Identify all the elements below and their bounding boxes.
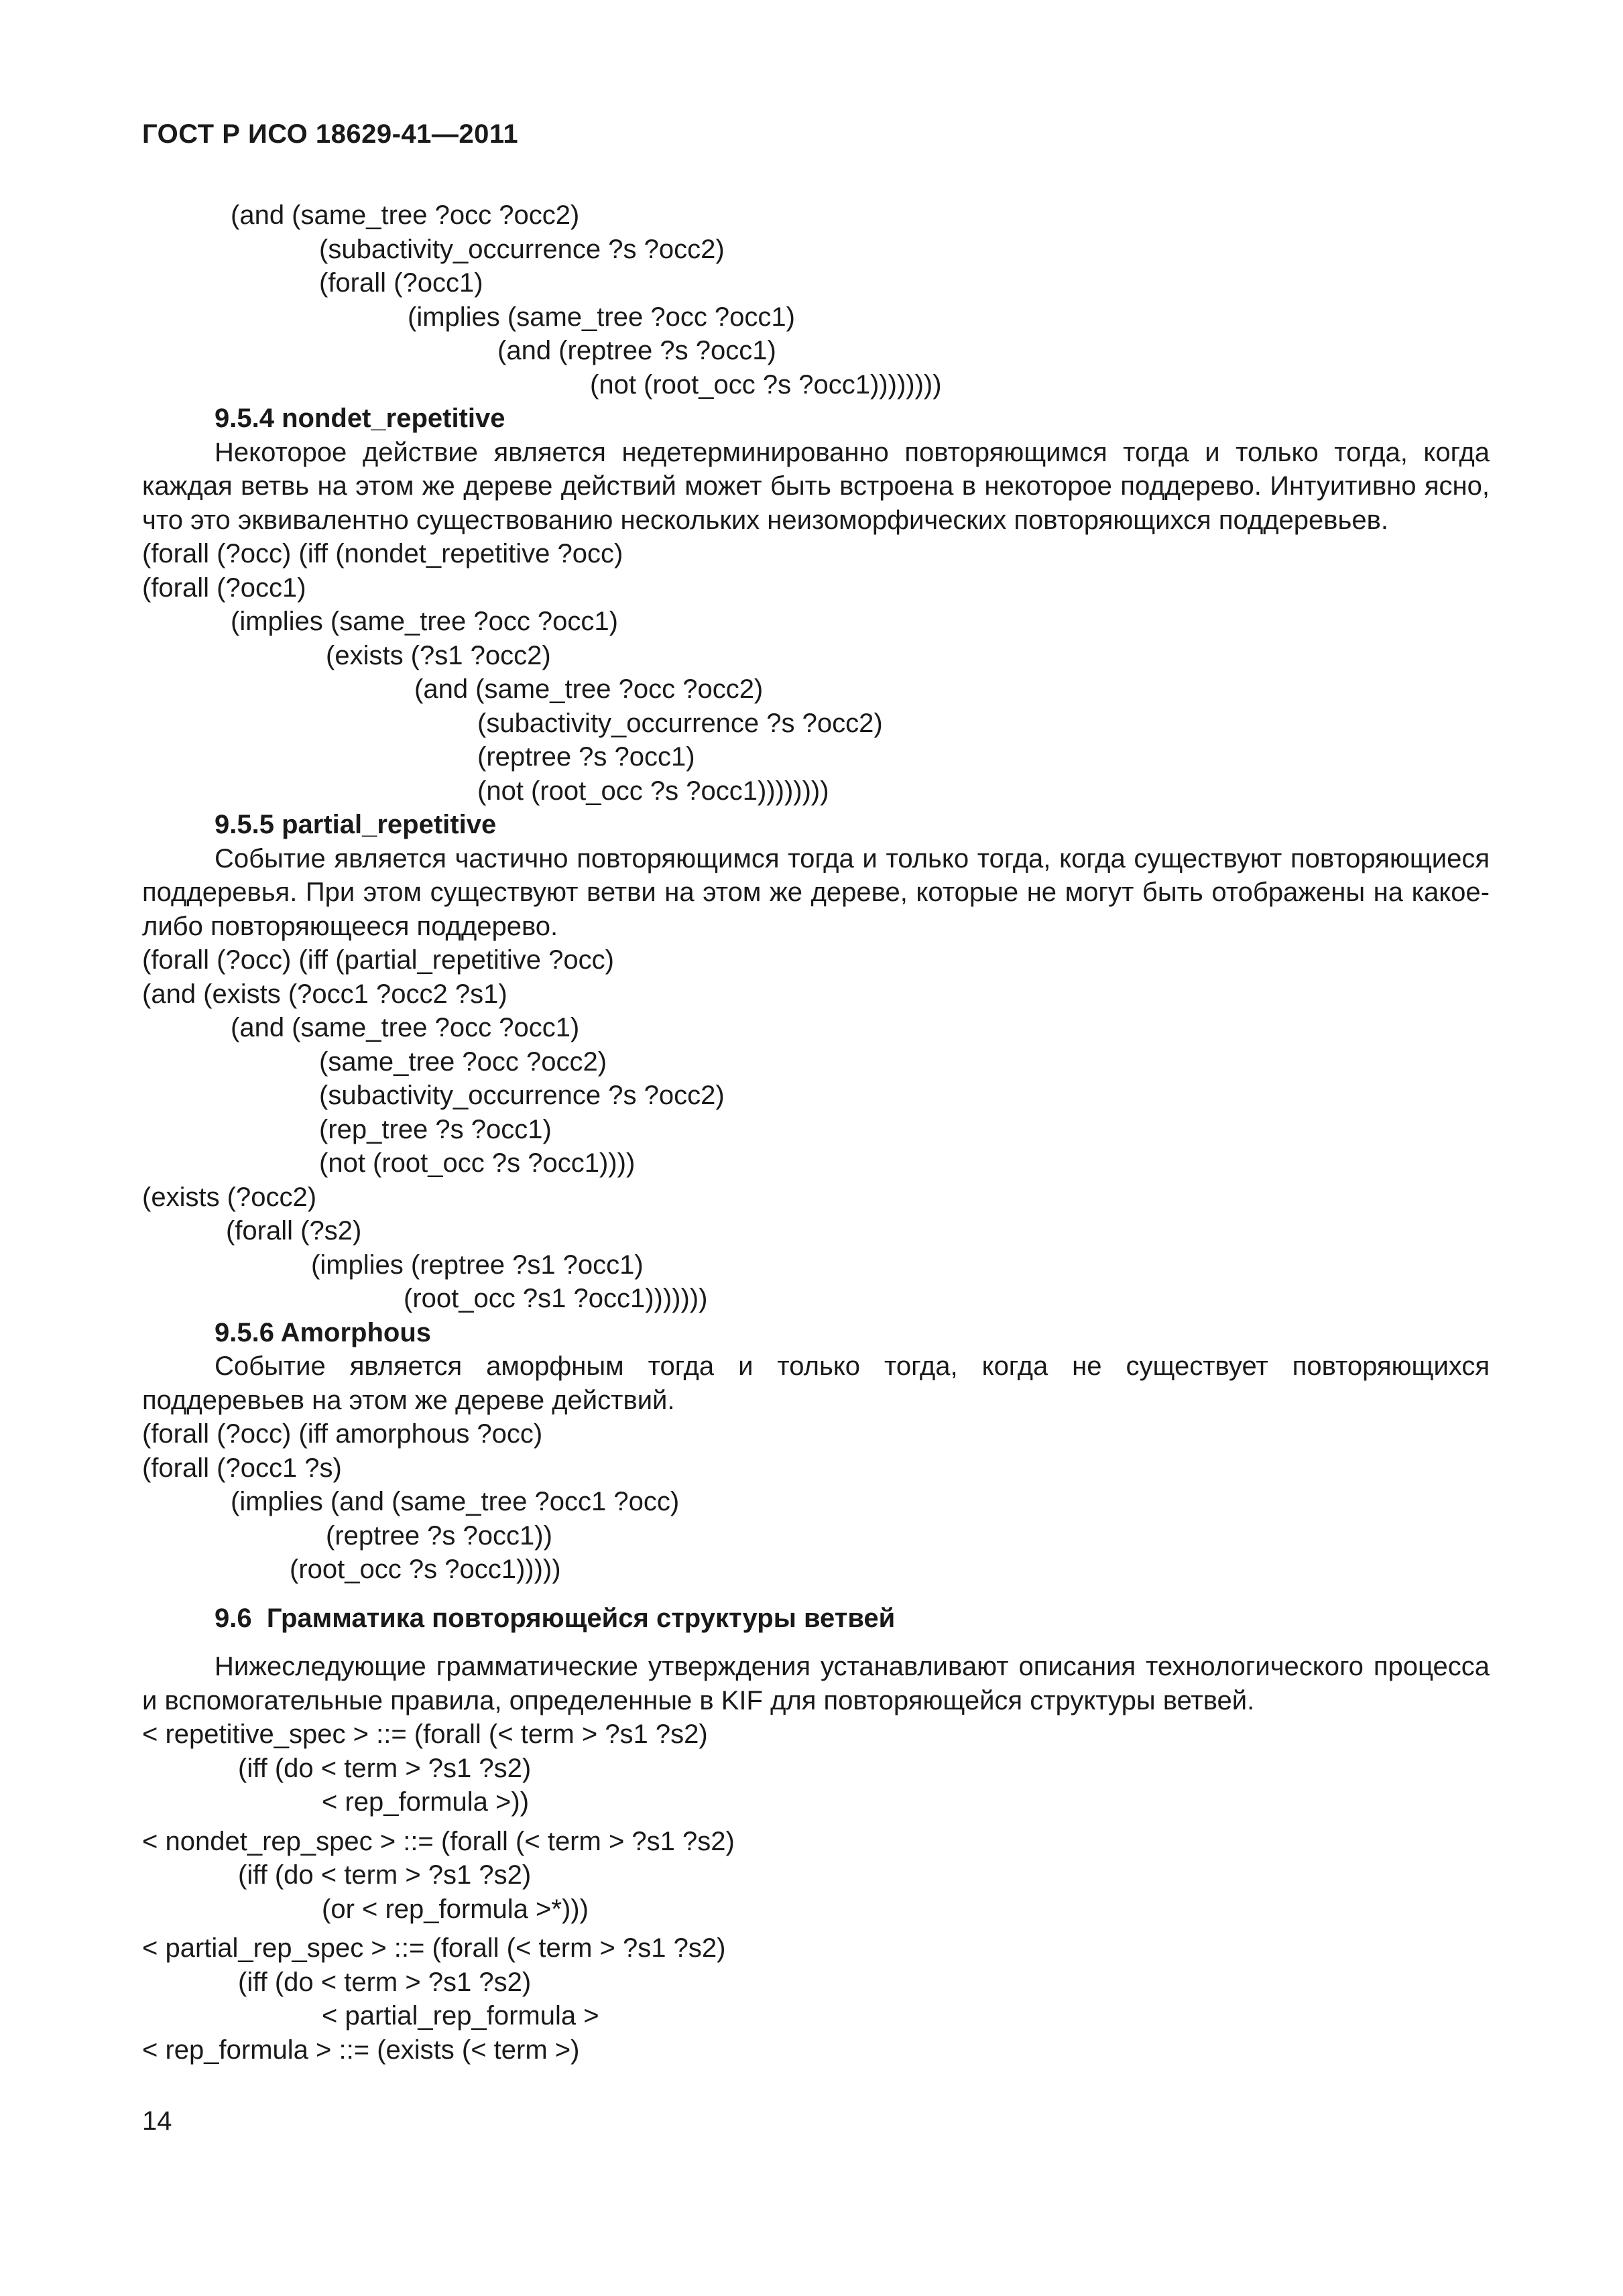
subsection-heading: 9.5.5 partial_repetitive xyxy=(215,810,497,839)
code-line: (root_occ ?s ?occ1))))) xyxy=(290,1555,561,1584)
subsection-heading: 9.5.4 nondet_repetitive xyxy=(215,404,505,433)
code-line: (implies (and (same_tree ?occ1 ?occ) xyxy=(231,1487,680,1516)
code-line: (root_occ ?s1 ?occ1))))))) xyxy=(404,1284,708,1313)
code-line: (exists (?occ2) xyxy=(142,1182,317,1212)
page-number: 14 xyxy=(142,2106,172,2136)
paragraph: Нижеследующие грамматические утверждения устанавливают описания технологического процесса и вспомогательные правила, определенные в KIF для повторяющейся структуры ветвей. xyxy=(142,1652,1490,1715)
code-line: (and (same_tree ?occ ?occ2) xyxy=(231,200,580,230)
code-line: (forall (?s2) xyxy=(226,1216,362,1246)
code-line: (implies (same_tree ?occ ?occ1) xyxy=(231,607,618,636)
code-line: (reptree ?s ?occ1) xyxy=(477,742,695,772)
subsection-heading: 9.5.6 Amorphous xyxy=(215,1317,432,1347)
code-line: < rep_formula > ::= (exists (< term >) xyxy=(142,2035,580,2065)
code-line: < rep_formula >)) xyxy=(322,1787,530,1817)
document-header: ГОСТ Р ИСО 18629-41—2011 xyxy=(142,119,519,149)
code-line: (iff (do < term > ?s1 ?s2) xyxy=(238,1967,532,1997)
code-line: (and (reptree ?s ?occ1) xyxy=(497,336,776,365)
paragraph: Событие является аморфным тогда и только тогда, когда не существует повторяющихся поддеревьев на этом же дереве действий. xyxy=(142,1351,1490,1415)
code-line: (subactivity_occurrence ?s ?occ2) xyxy=(319,1081,725,1110)
code-line: (not (root_occ ?s ?occ1)))))))) xyxy=(590,369,942,400)
section-heading: 9.6 Грамматика повторяющейся структуры ветвей xyxy=(215,1603,896,1633)
code-line: (reptree ?s ?occ1)) xyxy=(326,1520,552,1551)
code-line: (forall (?occ) (iff (nondet_repetitive ?occ) xyxy=(142,539,623,568)
code-line: < partial_rep_formula > xyxy=(322,2001,599,2031)
code-line: (implies (reptree ?s1 ?occ1) xyxy=(311,1250,644,1280)
code-line: (implies (same_tree ?occ ?occ1) xyxy=(408,302,795,332)
code-line: (and (same_tree ?occ ?occ1) xyxy=(231,1013,580,1042)
document-body xyxy=(142,198,1490,2067)
code-line: (subactivity_occurrence ?s ?occ2) xyxy=(319,234,725,264)
code-line: < nondet_rep_spec > ::= (forall (< term > ?s1 ?s2) xyxy=(142,1826,735,1856)
code-line: (same_tree ?occ ?occ2) xyxy=(319,1046,607,1077)
code-line: (forall (?occ1 ?s) xyxy=(142,1453,342,1483)
code-line: (not (root_occ ?s ?occ1)))) xyxy=(319,1148,636,1178)
code-line: (forall (?occ1) xyxy=(319,268,483,298)
paragraph: Событие является частично повторяющимся тогда и только тогда, когда существуют повторяющиеся поддеревья. При этом существуют ветви на этом же дереве, которые не могут быть отображены на какое-либо повторяющееся поддерево. xyxy=(142,843,1490,941)
code-line: < repetitive_spec > ::= (forall (< term > ?s1 ?s2) xyxy=(142,1719,708,1749)
code-line: (forall (?occ) (iff amorphous ?occ) xyxy=(142,1419,543,1449)
code-line: (exists (?s1 ?occ2) xyxy=(326,640,551,670)
code-line: (rep_tree ?s ?occ1) xyxy=(319,1114,552,1144)
code-line: (not (root_occ ?s ?occ1)))))))) xyxy=(477,776,829,806)
code-line: (or < rep_formula >*))) xyxy=(322,1894,589,1924)
code-line: < partial_rep_spec > ::= (forall (< term > ?s1 ?s2) xyxy=(142,1933,726,1963)
code-line: (forall (?occ1) xyxy=(142,572,306,603)
code-line: (and (exists (?occ1 ?occ2 ?s1) xyxy=(142,979,507,1009)
code-line: (and (same_tree ?occ ?occ2) xyxy=(414,674,764,704)
code-line: (forall (?occ) (iff (partial_repetitive ?occ) xyxy=(142,945,614,975)
code-line: (subactivity_occurrence ?s ?occ2) xyxy=(477,708,883,738)
paragraph: Некоторое действие является недетерминированно повторяющимся тогда и только тогда, когда каждая ветвь на этом же дереве действий может быть встроена в некоторое поддерево. Интуитивно ясно, что это эквивалентно существованию нескольких неизоморфических повторяющихся поддеревьев. xyxy=(142,437,1490,535)
code-line: (iff (do < term > ?s1 ?s2) xyxy=(238,1753,532,1783)
code-line: (iff (do < term > ?s1 ?s2) xyxy=(238,1860,532,1890)
